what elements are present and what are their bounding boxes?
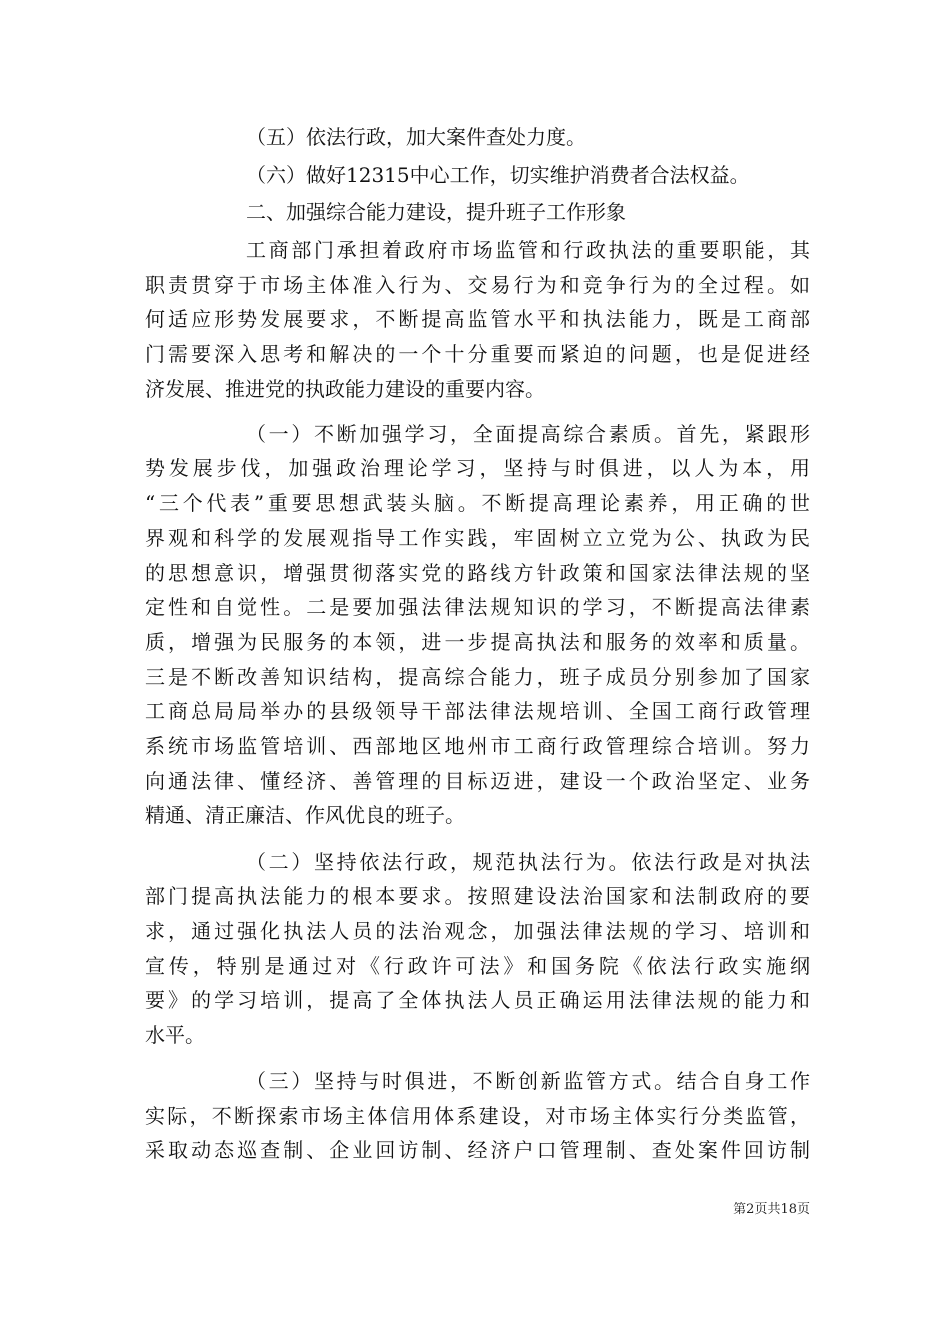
list-item-five: （五）依法行政，加大案件查处力度。 [246, 125, 586, 149]
paragraph-line: 水平。 [145, 1023, 205, 1047]
paragraph-line: 工商部门承担着政府市场监管和行政执法的重要职能，其 [246, 238, 810, 262]
paragraph-line: （一）不断加强学习，全面提高综合素质。首先，紧跟形 [246, 422, 810, 446]
paragraph-line: （三）坚持与时俱进，不断创新监管方式。结合自身工作 [246, 1069, 810, 1093]
section-heading: 二、加强综合能力建设，提升班子工作形象 [246, 200, 626, 224]
paragraph-line: 系统市场监管培训、西部地区地州市工商行政管理综合培训。努力 [145, 734, 810, 758]
paragraph-line: 工商总局局举办的县级领导干部法律法规培训、全国工商行政管理 [145, 699, 810, 723]
paragraph-line: 求，通过强化执法人员的法治观念，加强法律法规的学习、培训和 [145, 919, 810, 943]
paragraph-line: 职责贯穿于市场主体准入行为、交易行为和竞争行为的全过程。如 [145, 273, 810, 297]
paragraph-line: 门需要深入思考和解决的一个十分重要而紧迫的问题，也是促进经 [145, 342, 810, 366]
list-item-six: （六）做好12315中心工作，切实维护消费者合法权益。 [246, 163, 750, 187]
paragraph-line: 要》的学习培训，提高了全体执法人员正确运用法律法规的能力和 [145, 988, 810, 1012]
paragraph-line: （二）坚持依法行政，规范执法行为。依法行政是对执法 [246, 850, 810, 874]
paragraph-line: 的思想意识，增强贯彻落实党的路线方针政策和国家法律法规的坚 [145, 561, 810, 585]
paragraph-line: 势发展步伐，加强政治理论学习，坚持与时俱进，以人为本，用 [145, 456, 810, 480]
page-number: 第2页共18页 [733, 1202, 810, 1217]
paragraph-line: 精通、清正廉洁、作风优良的班子。 [145, 803, 465, 827]
paragraph-line: 宣传，特别是通过对《行政许可法》和国务院《依法行政实施纲 [145, 954, 810, 978]
paragraph-line: 实际，不断探索市场主体信用体系建设，对市场主体实行分类监管， [145, 1104, 810, 1128]
paragraph-line: 三是不断改善知识结构，提高综合能力，班子成员分别参加了国家 [145, 665, 810, 689]
paragraph-line: 采取动态巡查制、企业回访制、经济户口管理制、查处案件回访制 [145, 1138, 810, 1162]
paragraph-line: “三个代表”重要思想武装头脑。不断提高理论素养，用正确的世 [145, 491, 810, 515]
paragraph-line: 济发展、推进党的执政能力建设的重要内容。 [145, 377, 545, 401]
paragraph-line: 何适应形势发展要求，不断提高监管水平和执法能力，既是工商部 [145, 307, 810, 331]
paragraph-line: 部门提高执法能力的根本要求。按照建设法治国家和法制政府的要 [145, 884, 810, 908]
paragraph-line: 向通法律、懂经济、善管理的目标迈进，建设一个政治坚定、业务 [145, 769, 810, 793]
paragraph-line: 界观和科学的发展观指导工作实践，牢固树立立党为公、执政为民 [145, 526, 810, 550]
paragraph-line: 定性和自觉性。二是要加强法律法规知识的学习，不断提高法律素 [145, 595, 810, 619]
paragraph-line: 质，增强为民服务的本领，进一步提高执法和服务的效率和质量。 [145, 630, 810, 654]
